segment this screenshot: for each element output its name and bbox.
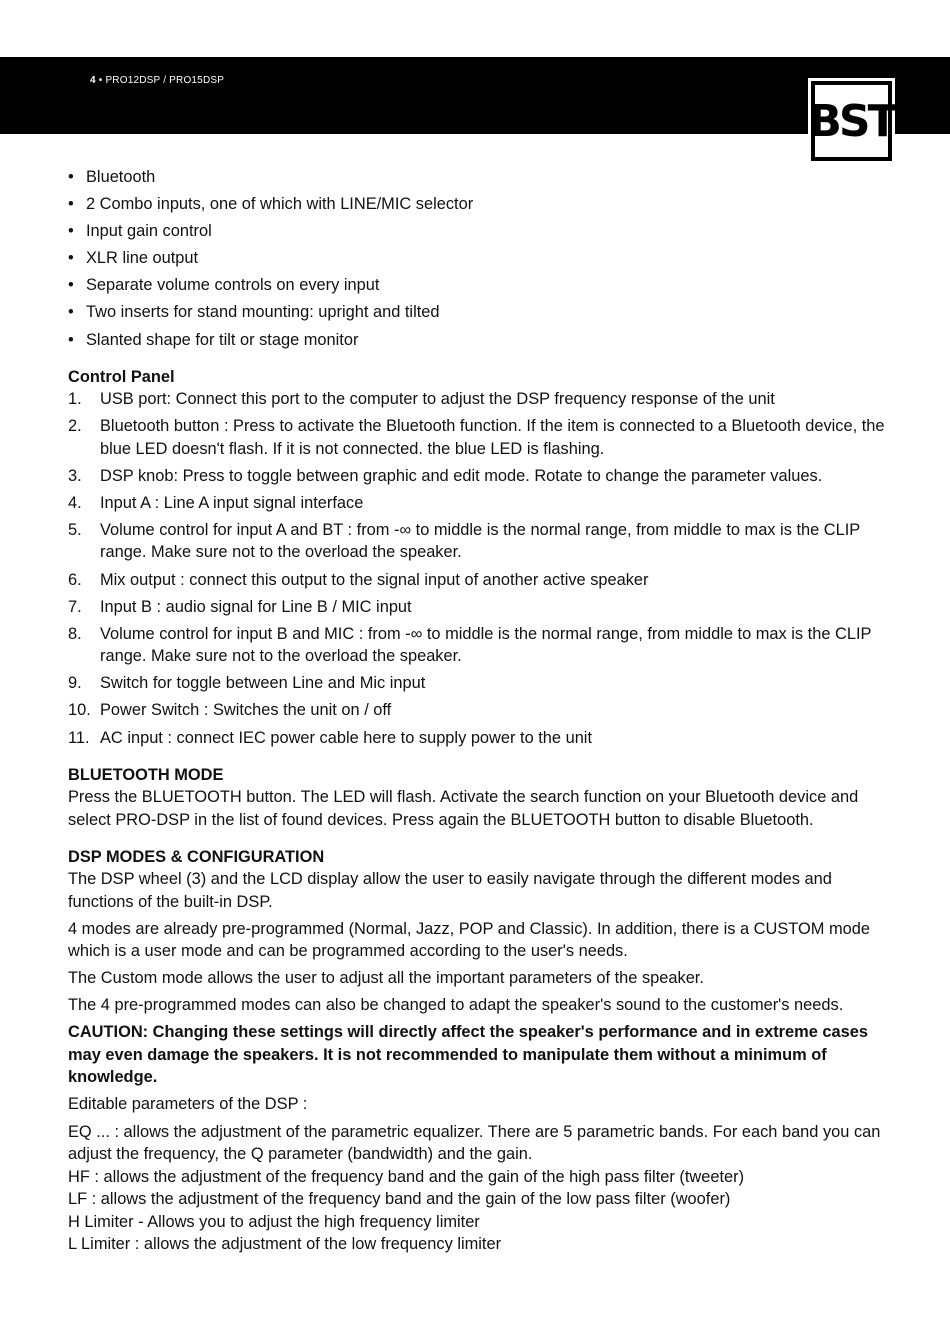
list-item (68, 415, 886, 460)
item-text: USB port: Connect this port to the computer to adjust the DSP frequency response of the unit (100, 390, 775, 409)
feature-item: • 2 Combo inputs, one of which with LINE/MIC selector (68, 193, 886, 216)
h-limiter-parameter: H Limiter - Allows you to adjust the high frequency limiter (68, 1212, 480, 1231)
feature-item: • Slanted shape for tilt or stage monitor (68, 329, 886, 352)
item-text: AC input : connect IEC power cable here to supply power to the unit (100, 728, 592, 747)
list-item (68, 672, 886, 695)
header-separator: • (98, 75, 103, 86)
item-text: Input B : audio signal for Line B / MIC input (100, 597, 412, 616)
feature-item: • XLR line output (68, 247, 886, 270)
list-item (68, 596, 886, 619)
bluetooth-mode-heading: BLUETOOTH MODE (68, 766, 224, 784)
caution-warning: CAUTION: Changing these settings will directly affect the speaker's performance and in extreme cases may even damage the speakers. It is not recommended to manipulate them without a minimum of knowledge. (68, 1023, 868, 1087)
item-number: 10. (68, 701, 91, 720)
item-text: DSP knob: Press to toggle between graphic and edit mode. Rotate to change the parameter values. (100, 466, 823, 485)
feature-item: • Bluetooth (68, 166, 886, 189)
bst-logo (808, 78, 895, 164)
item-text: Bluetooth button : Press to activate the Bluetooth function. If the item is connected to a Bluetooth device, the blue LED doesn't flash. If it is not connected. the blue LED is flashing. (100, 417, 885, 458)
model-names: PRO12DSP / PRO15DSP (105, 75, 225, 86)
list-item (68, 727, 886, 750)
item-text: Volume control for input A and BT : from -∞ to middle is the normal range, from middle to max is the CLIP range. Make sure not to the overload the speaker. (100, 520, 860, 562)
item-number: 5. (68, 520, 82, 539)
list-item (68, 465, 886, 488)
item-text: Mix output : connect this output to the signal input of another active speaker (100, 570, 649, 589)
feature-item: • Input gain control (68, 220, 886, 243)
item-text: Switch for toggle between Line and Mic input (100, 674, 426, 693)
item-number: 1. (68, 390, 82, 409)
dsp-paragraph: The Custom mode allows the user to adjust all the important parameters of the speaker. (68, 969, 704, 988)
dsp-paragraph: The 4 pre-programmed modes can also be changed to adapt the speaker's sound to the customer's needs. (68, 996, 844, 1015)
item-number: 6. (68, 570, 82, 589)
dsp-modes-heading: DSP MODES & CONFIGURATION (68, 848, 325, 866)
item-number: 11. (68, 728, 90, 747)
feature-list (68, 166, 886, 351)
page-content (68, 166, 886, 1256)
item-number: 7. (68, 597, 82, 616)
lf-parameter: LF : allows the adjustment of the frequency band and the gain of the low pass filter (woofer) (68, 1190, 731, 1209)
bst-logo-mark (808, 81, 895, 161)
list-item (68, 388, 886, 411)
list-item (68, 623, 886, 668)
logo-text: BST (808, 95, 895, 147)
item-text: Volume control for input B and MIC : from -∞ to middle is the normal range, from middle to max is the CLIP range. Make sure not to the overload the speaker. (100, 624, 872, 666)
item-text: Input A : Line A input signal interface (100, 493, 364, 512)
hf-parameter: HF : allows the adjustment of the frequency band and the gain of the high pass filter (tweeter) (68, 1167, 745, 1186)
item-number: 3. (68, 466, 82, 485)
bluetooth-mode-text: Press the BLUETOOTH button. The LED will flash. Activate the search function on your Bluetooth device and select PRO-DSP in the list of found devices. Press again the BLUETOOTH button to disable Bluetooth. (68, 788, 859, 829)
item-number: 8. (68, 624, 82, 643)
feature-item: • Separate volume controls on every input (68, 274, 886, 297)
item-number: 2. (68, 417, 82, 436)
item-text: Power Switch : Switches the unit on / off (100, 701, 392, 720)
list-item (68, 699, 886, 722)
list-item (68, 519, 886, 564)
l-limiter-parameter: L Limiter : allows the adjustment of the low frequency limiter (68, 1235, 502, 1254)
editable-parameters-intro: Editable parameters of the DSP : (68, 1095, 308, 1114)
dsp-paragraph: 4 modes are already pre-programmed (Normal, Jazz, POP and Classic). In addition, there is a CUSTOM mode which is a user mode and can be programmed according to the user's needs. (68, 919, 870, 961)
eq-parameter: EQ ... : allows the adjustment of the parametric equalizer. There are 5 parametric bands. For each band you can adjust the frequency, the Q parameter (bandwidth) and the gain. (68, 1122, 881, 1164)
feature-item: • Two inserts for stand mounting: upright and tilted (68, 301, 886, 324)
list-item (68, 569, 886, 592)
item-number: 9. (68, 674, 82, 693)
control-panel-list (68, 388, 886, 749)
item-number: 4. (68, 493, 82, 512)
dsp-paragraph: The DSP wheel (3) and the LCD display allow the user to easily navigate through the different modes and functions of the built-in DSP. (68, 870, 832, 911)
page-number: 4 (90, 75, 96, 86)
list-item (68, 492, 886, 515)
control-panel-heading: Control Panel (68, 368, 175, 387)
page-header (90, 75, 224, 86)
